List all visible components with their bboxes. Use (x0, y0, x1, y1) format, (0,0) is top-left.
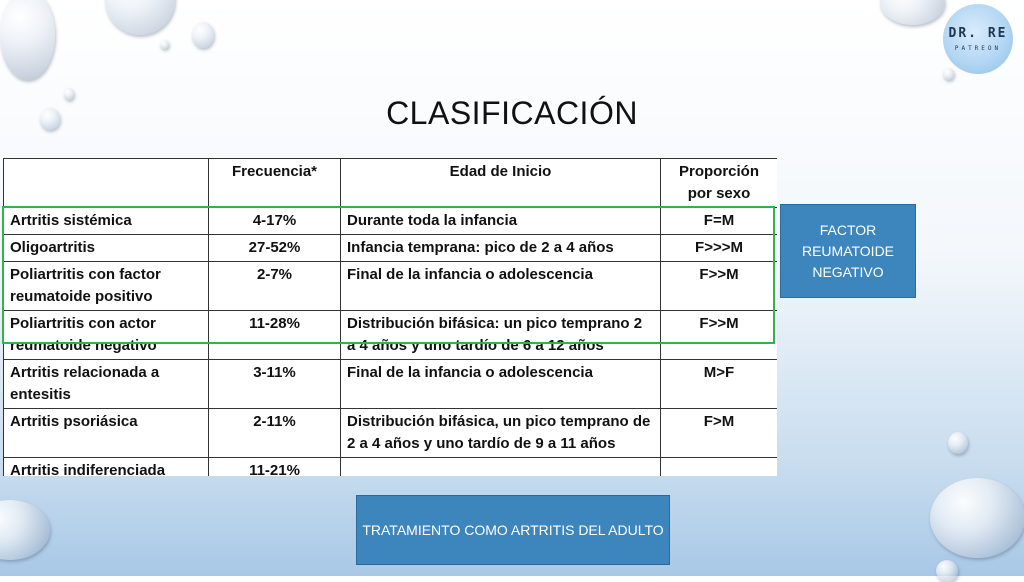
classification-table (3, 158, 777, 476)
table-row (4, 311, 778, 360)
table-cell: Poliartritis con actor reumatoide negativo (4, 311, 209, 360)
water-drop-icon (880, 0, 945, 25)
table-cell: Final de la infancia o adolescencia (341, 262, 661, 311)
table-cell: F>M (661, 409, 778, 458)
table-cell: 27-52% (209, 235, 341, 262)
water-drop-icon (105, 0, 175, 35)
table-cell: Artritis sistémica (4, 208, 209, 235)
table-cell: F=M (661, 208, 778, 235)
table-row (4, 262, 778, 311)
table-row (4, 458, 778, 477)
water-drop-icon (192, 22, 214, 48)
table-row (4, 235, 778, 262)
logo-line-1: DR. RE (948, 26, 1008, 41)
table-cell: Oligoartritis (4, 235, 209, 262)
table-cell: Poliartritis con factor reumatoide positivo (4, 262, 209, 311)
table-cell: F>>M (661, 311, 778, 360)
table-row (4, 208, 778, 235)
table-cell: Artritis indiferenciada (4, 458, 209, 477)
table-cell: F>>M (661, 262, 778, 311)
slide-title: CLASIFICACIÓN (386, 95, 638, 131)
table-cell: 2-7% (209, 262, 341, 311)
header-cell: Proporción por sexo (661, 159, 778, 208)
water-drop-icon (936, 560, 958, 582)
table-cell: F>>>M (661, 235, 778, 262)
header-cell (4, 159, 209, 208)
table-cell: Artritis relacionada a entesitis (4, 360, 209, 409)
water-drop-icon (0, 500, 50, 560)
table-cell: 11-28% (209, 311, 341, 360)
water-drop-icon (160, 40, 169, 49)
table-cell: 2-11% (209, 409, 341, 458)
table-row (4, 360, 778, 409)
tratamiento-callout: TRATAMIENTO COMO ARTRITIS DEL ADULTO (356, 495, 670, 565)
table-row (4, 409, 778, 458)
table-cell (661, 458, 778, 477)
table-cell (341, 458, 661, 477)
water-drop-icon (948, 432, 968, 454)
water-drop-icon (930, 478, 1024, 558)
table-cell: Durante toda la infancia (341, 208, 661, 235)
header-cell: Frecuencia* (209, 159, 341, 208)
table-header-row (4, 159, 778, 208)
table-cell: Infancia temprana: pico de 2 a 4 años (341, 235, 661, 262)
water-drop-icon (0, 0, 55, 80)
table-cell: 3-11% (209, 360, 341, 409)
table-cell: Distribución bifásica: un pico temprano 2 a 4 años y uno tardío de 6 a 12 años (341, 311, 661, 360)
table-cell: 11-21% (209, 458, 341, 477)
water-drop-icon (943, 68, 954, 80)
table-cell: Distribución bifásica, un pico temprano de 2 a 4 años y uno tardío de 9 a 11 años (341, 409, 661, 458)
table-cell: Final de la infancia o adolescencia (341, 360, 661, 409)
table-cell: Artritis psoriásica (4, 409, 209, 458)
table-cell: M>F (661, 360, 778, 409)
logo-line-2: PATREON (954, 45, 1002, 52)
header-cell: Edad de Inicio (341, 159, 661, 208)
table-cell: 4-17% (209, 208, 341, 235)
factor-reumatoide-callout: FACTOR REUMATOIDE NEGATIVO (780, 204, 916, 298)
dr-re-patreon-logo (943, 4, 1013, 74)
